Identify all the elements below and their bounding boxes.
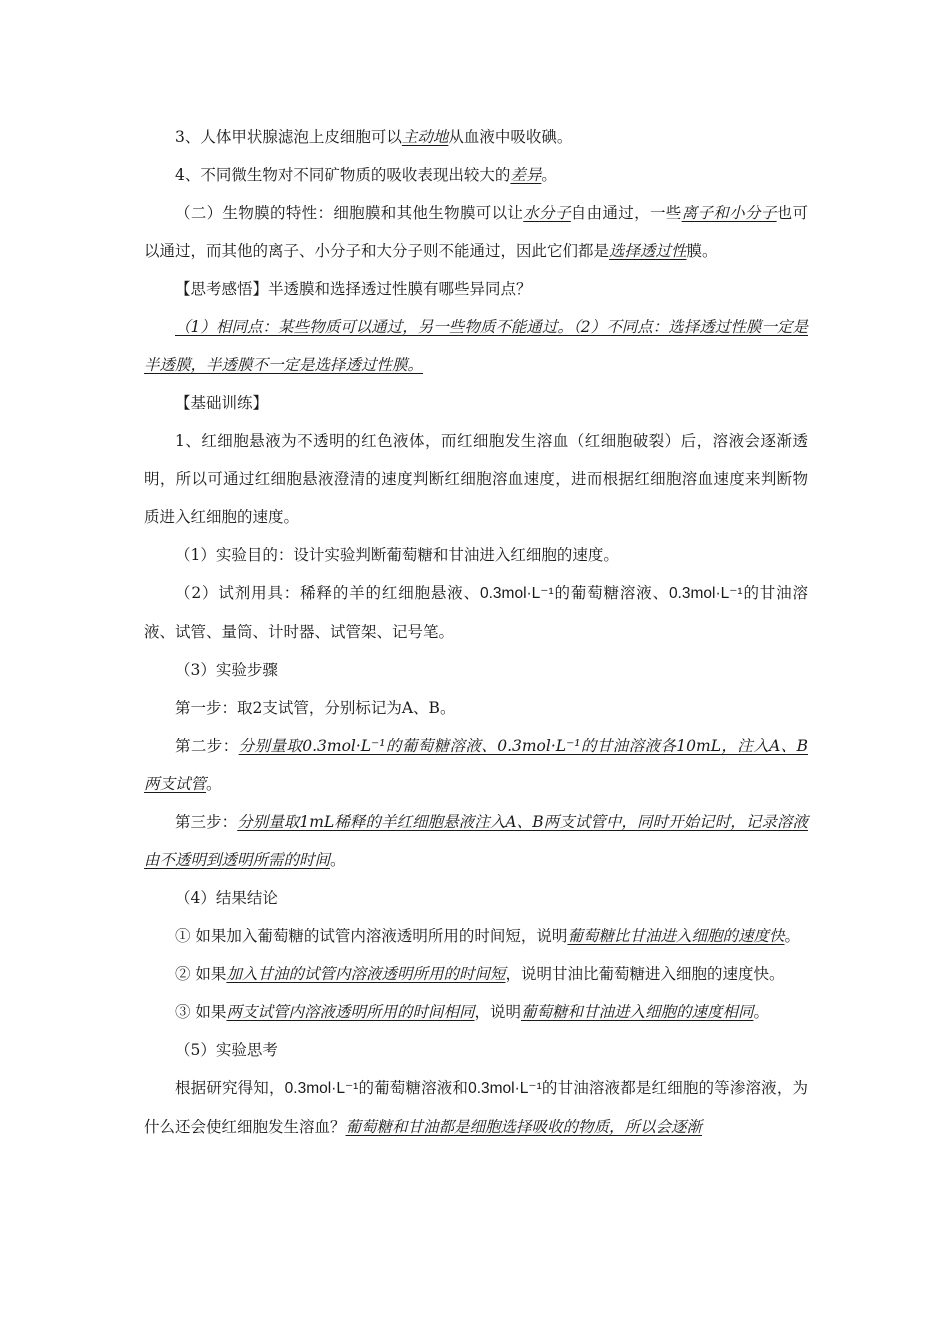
text: 的甘油溶液、试管、量筒、计时器、试管架、记号笔。 <box>144 584 808 641</box>
paragraph-question-1 <box>144 422 808 536</box>
paragraph-membrane-property <box>144 194 808 270</box>
paragraph-microbes <box>144 156 808 194</box>
text: 第二步： <box>175 737 239 755</box>
answer-blank: 分别量取1mL稀释的羊红细胞悬液注入A、B两支试管中，同时开始记时，记录溶液由不透明到透明所需的时间 <box>144 813 808 869</box>
text: ，说明 <box>474 1003 521 1021</box>
text: ② 如果 <box>175 965 227 983</box>
answer-blank: 水分子 <box>523 204 571 222</box>
text: 根据研究得知， <box>175 1079 285 1097</box>
text: 的甘油溶液都是红细胞的等渗溶液，为什么还会使红细胞发生溶血？ <box>144 1079 808 1136</box>
text: ，说明甘油比葡萄糖进入细胞的速度快。 <box>505 965 785 983</box>
paragraph-results-heading <box>144 879 808 917</box>
text: 【基础训练】 <box>175 394 269 412</box>
answer-blank: 主动地 <box>401 128 449 146</box>
paragraph-thinking <box>144 1069 808 1146</box>
text: ① 如果加入葡萄糖的试管内溶液透明所用的时间短，说明 <box>175 927 568 945</box>
text: ③ 如果 <box>175 1003 227 1021</box>
text: （5）实验思考 <box>175 1041 278 1059</box>
answer-blank: 葡萄糖和甘油都是细胞选择吸收的物质，所以会逐渐 <box>345 1118 703 1136</box>
paragraph-materials <box>144 574 808 651</box>
concentration: 0.3mol·L⁻¹ <box>284 1080 359 1097</box>
paragraph-purpose <box>144 536 808 574</box>
text: 自由通过，一些 <box>570 204 682 222</box>
answer-blank: （1）相同点：某些物质可以通过，另一些物质不能通过。（2）不同点：选择透过性膜一定是半透膜，半透膜不一定是选择透过性膜。 <box>144 318 808 374</box>
answer-blank: 葡萄糖比甘油进入细胞的速度快 <box>567 927 785 945</box>
section-heading-basic-training <box>144 384 808 422</box>
answer-blank: 两支试管内溶液透明所用的时间相同 <box>226 1003 475 1021</box>
paragraph-iodine <box>144 118 808 156</box>
text: 1、红细胞悬液为不透明的红色液体，而红细胞发生溶血（红细胞破裂）后，溶液会逐渐透明，所以可通过红细胞悬液澄清的速度判断红细胞溶血速度，进而根据红细胞溶血速度来判断物质进入红细胞的速度。 <box>144 432 808 526</box>
text: 从血液中吸收碘。 <box>448 128 573 146</box>
text: 。 <box>753 1003 769 1021</box>
paragraph-step-1 <box>144 689 808 727</box>
text: 【思考感悟】半透膜和选择透过性膜有哪些异同点？ <box>175 280 532 298</box>
paragraph-step-3 <box>144 803 808 879</box>
concentration: 0.3mol·L⁻¹ <box>668 585 743 602</box>
answer-blank: 加入甘油的试管内溶液透明所用的时间短 <box>226 965 506 983</box>
text: 。 <box>541 166 557 184</box>
text: 3、人体甲状腺滤泡上皮细胞可以 <box>175 128 402 146</box>
answer-blank: 分别量取0.3mol·L⁻¹的葡萄糖溶液、0.3mol·L⁻¹的甘油溶液各10mL，注入A、B两支试管 <box>144 737 808 793</box>
document-page <box>144 118 808 1146</box>
text: 膜。 <box>686 242 718 260</box>
text: 第三步： <box>175 813 238 831</box>
text: 。 <box>330 851 346 869</box>
paragraph-steps-heading <box>144 651 808 689</box>
paragraph-result-3 <box>144 993 808 1031</box>
text: 也可以通过，而其他的离子、小分子和大分子则不能通过，因此它们都是 <box>144 204 808 260</box>
text: 。 <box>206 775 222 793</box>
paragraph-think-question <box>144 270 808 308</box>
text: （4）结果结论 <box>175 889 278 907</box>
text: 的葡萄糖溶液、 <box>553 584 669 602</box>
answer-blank: 葡萄糖和甘油进入细胞的速度相同 <box>520 1003 754 1021</box>
answer-blank: 离子和小分子 <box>681 204 777 222</box>
answer-blank: 选择透过性 <box>609 242 687 260</box>
paragraph-result-2 <box>144 955 808 993</box>
text: （3）实验步骤 <box>175 661 278 679</box>
answer-blank: 差异 <box>510 166 542 184</box>
text: （2）试剂用具：稀释的羊的红细胞悬液、 <box>175 584 480 602</box>
paragraph-result-1 <box>144 917 808 955</box>
text: 4、不同微生物对不同矿物质的吸收表现出较大的 <box>175 166 511 184</box>
paragraph-step-2 <box>144 727 808 803</box>
concentration: 0.3mol·L⁻¹ <box>468 1080 542 1097</box>
paragraph-thinking-heading <box>144 1031 808 1069</box>
paragraph-think-answer <box>144 308 808 384</box>
text: 的葡萄糖溶液和 <box>358 1079 469 1097</box>
text: （1）实验目的：设计实验判断葡萄糖和甘油进入红细胞的速度。 <box>175 546 619 564</box>
text: 第一步：取2支试管，分别标记为A、B。 <box>175 699 456 717</box>
text: （二）生物膜的特性：细胞膜和其他生物膜可以让 <box>175 204 524 222</box>
text: 。 <box>784 927 800 945</box>
concentration: 0.3mol·L⁻¹ <box>479 585 554 602</box>
